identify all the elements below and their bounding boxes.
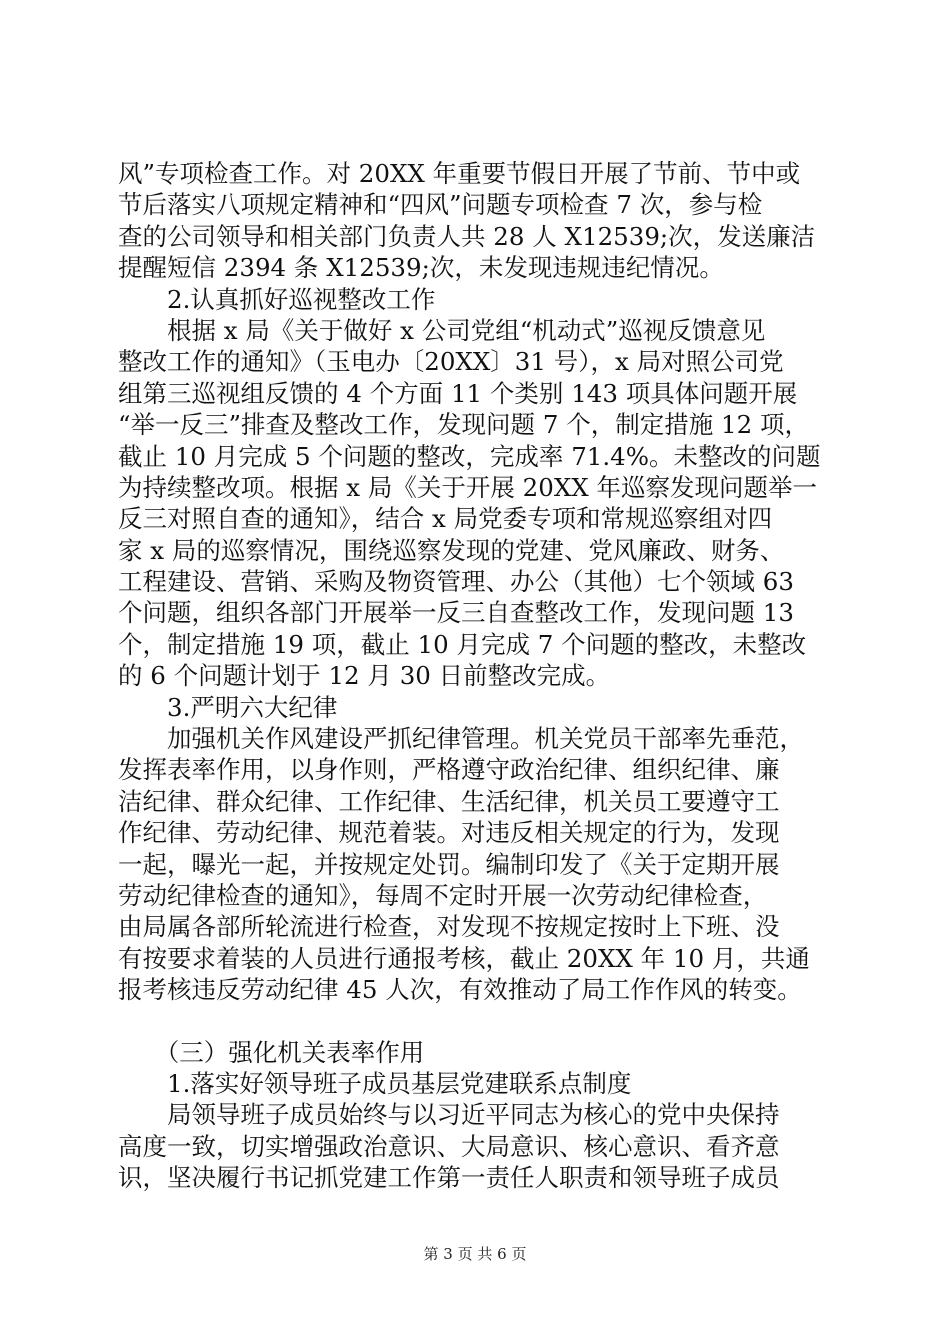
text-line: 查的公司领导和相关部门负责人共 28 人 X12539;次，发送廉洁 [118,221,816,251]
text-line: 识，坚决履行书记抓党建工作第一责任人职责和领导班子成员 [118,1163,780,1193]
text-line: 报考核违反劳动纪律 45 人次，有效推动了局工作作风的转变。 [118,975,802,1005]
section-heading: 1.落实好领导班子成员基层党建联系点制度 [118,1068,632,1098]
text-line: 局领导班子成员始终与以习近平同志为核心的党中央保持 [118,1100,780,1130]
text-line: 组第三巡视组反馈的 4 个方面 11 个类别 143 项具体问题开展 [118,378,798,408]
text-line: 个问题，组织各部门开展举一反三自查整改工作，发现问题 13 [118,598,794,628]
text-line: 截止 10 月完成 5 个问题的整改，完成率 71.4%。未整改的问题 [118,441,821,471]
text-line: 个，制定措施 19 项，截止 10 月完成 7 个问题的整改，未整改 [118,629,807,659]
text-line: 的 6 个问题计划于 12 月 30 日前整改完成。 [118,661,611,691]
text-line: 提醒短信 2394 条 X12539;次，未发现违规违纪情况。 [118,253,724,283]
section-heading: （三）强化机关表率作用 [118,1037,425,1067]
text-line: 作纪律、劳动纪律、规范着装。对违反相关规定的行为，发现 [118,818,780,848]
section-heading: 2.认真抓好巡视整改工作 [118,284,436,314]
text-line: 由局属各部所轮流进行检查，对发现不按规定按时上下班、没 [118,912,780,942]
text-line: 劳动纪律检查的通知》，每周不定时开展一次劳动纪律检查， [118,880,768,910]
page-number-footer: 第 3 页 共 6 页 [423,1245,527,1263]
text-line: 为持续整改项。根据 x 局《关于开展 20XX 年巡察发现问题举一 [118,472,818,502]
text-line: 根据 x 局《关于做好 x 公司党组“机动式”巡视反馈意见 [118,315,766,345]
section-heading: 3.严明六大纪律 [118,692,338,722]
paragraph-gap [118,1006,833,1037]
text-line: 洁纪律、群众纪律、工作纪律、生活纪律，机关员工要遵守工 [118,786,780,816]
text-line: 工程建设、营销、采购及物资管理、办公（其他）七个领域 63 [118,567,794,597]
text-line: 发挥表率作用，以身作则，严格遵守政治纪律、组织纪律、廉 [118,755,780,785]
text-line: 风”专项检查工作。对 20XX 年重要节假日开展了节前、节中或 [118,159,801,188]
text-line: 高度一致，切实增强政治意识、大局意识、核心意识、看齐意 [118,1131,780,1161]
text-line: 加强机关作风建设严抓纪律管理。机关党员干部率先垂范， [118,724,804,754]
document-body [118,158,833,1194]
text-line: 整改工作的通知》（玉电办〔20XX〕31 号），x 局对照公司党 [118,347,784,377]
text-line: 节后落实八项规定精神和“四风”问题专项检查 7 次，参与检 [118,190,763,220]
text-line: 家 x 局的巡察情况，围绕巡察发现的党建、党风廉政、财务、 [118,535,785,565]
text-line: 一起，曝光一起，并按规定处罚。编制印发了《关于定期开展 [118,849,780,879]
text-line: 反三对照自查的通知》，结合 x 局党委专项和常规巡察组对四 [118,504,773,534]
text-line: 有按要求着装的人员进行通报考核，截止 20XX 年 10 月，共通 [118,943,810,973]
text-line: “举一反三”排查及整改工作，发现问题 7 个，制定措施 12 项， [118,410,809,440]
